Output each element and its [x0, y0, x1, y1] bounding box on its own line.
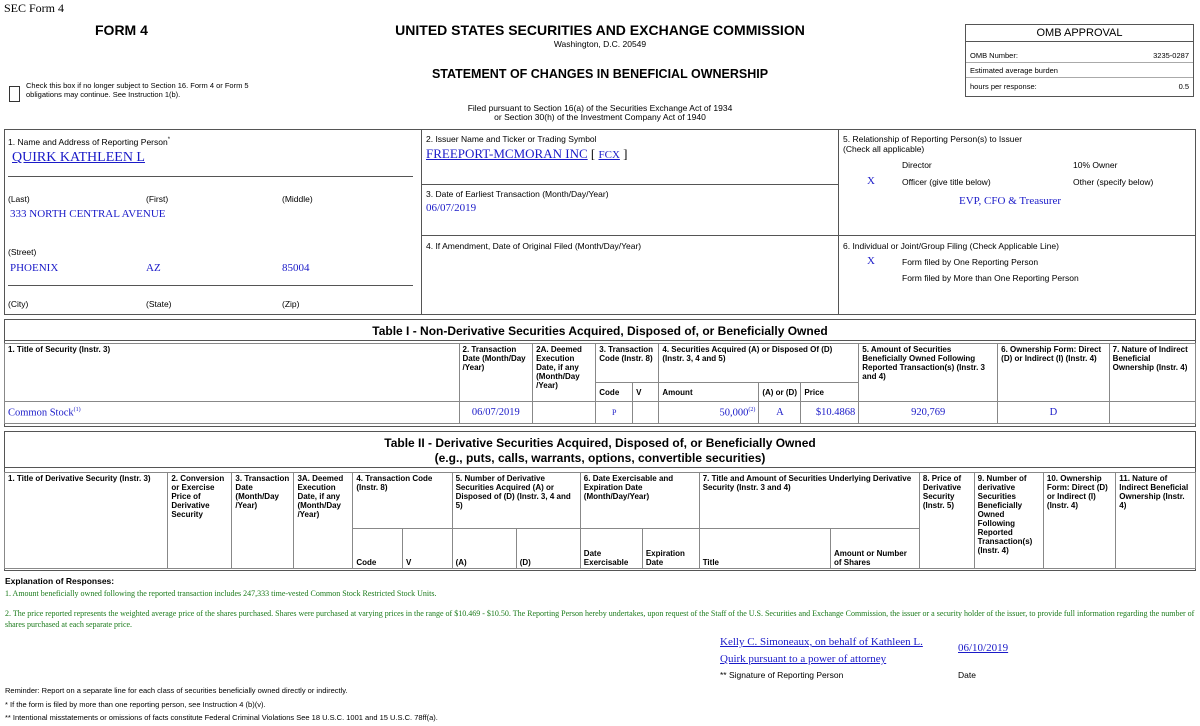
section16-checkbox-text: Check this box if no longer subject to Section 16. Form 4 or Form 5 obligations may continue. See Instruction 1(b).	[26, 81, 249, 99]
table2-subtitle: (e.g., puts, calls, warrants, options, convertible securities)	[434, 451, 766, 465]
t1-h5: 5. Amount of Securities Beneficially Owned Following Reported Transaction(s) (Instr. 3 and 4)	[859, 344, 998, 402]
t2-h9: 9. Number of derivative Securities Beneficially Owned Following Reported Transaction(s) (Instr. 4)	[974, 473, 1043, 569]
officer-check-mark: X	[867, 175, 875, 187]
reporting-person-name-link[interactable]: QUIRK KATHLEEN L	[12, 150, 145, 165]
date-label: Date	[958, 670, 976, 680]
t2-h3: 3. Transaction Date (Month/Day /Year)	[232, 473, 294, 569]
t2-code-header: Code	[353, 529, 403, 569]
t2-h8: 8. Price of Derivative Security (Instr. 5)	[919, 473, 974, 569]
t1-code-header: Code	[596, 383, 633, 402]
ten-pct-owner-label: 10% Owner	[1073, 160, 1118, 170]
t1-row-date: 06/07/2019	[459, 402, 533, 424]
t2-date-ex-header: Date Exercisable	[580, 529, 642, 569]
city-label: (City)	[8, 299, 29, 309]
signature-label: ** Signature of Reporting Person	[720, 670, 844, 680]
table2	[4, 472, 1196, 569]
agency-title: UNITED STATES SECURITIES AND EXCHANGE COMMISSION	[395, 22, 805, 38]
t2-h11: 11. Nature of Indirect Beneficial Ownership (Instr. 4)	[1116, 473, 1196, 569]
t1-h4: 4. Securities Acquired (A) or Disposed Of (D) (Instr. 3, 4 and 5)	[659, 344, 859, 383]
filed-pursuant-1: Filed pursuant to Section 16(a) of the Securities Exchange Act of 1934	[467, 103, 733, 113]
t1-v-header: V	[633, 383, 659, 402]
t2-amt-header: Amount or Number of Shares	[830, 529, 919, 569]
section16-checkbox[interactable]	[9, 86, 20, 102]
box6-label: 6. Individual or Joint/Group Filing (Check Applicable Line)	[843, 241, 1059, 251]
signature-line-1[interactable]: Kelly C. Simoneaux, on behalf of Kathleen L.	[720, 636, 923, 648]
sec-form-label: SEC Form 4	[4, 1, 65, 15]
footnote-2: 2. The price reported represents the weighted average price of the shares purchased. Shares were purchased at varying prices in the range of $10.469 - $10.50. The Reporting Person hereby undertakes, upon request of the Staff of the U.S. Securities and Exchange Commission, the issuer or a security holder of the issuer, to provide full information regarding the number of shares purchased at each separate price.	[5, 609, 1195, 629]
box2-label: 2. Issuer Name and Ticker or Trading Symbol	[426, 134, 597, 144]
t1-h6: 6. Ownership Form: Direct (D) or Indirect (I) (Instr. 4)	[998, 344, 1110, 402]
director-label: Director	[902, 160, 932, 170]
earliest-transaction-date: 06/07/2019	[426, 202, 477, 214]
form-title: FORM 4	[95, 22, 148, 38]
signature-date: 06/10/2019	[958, 642, 1009, 654]
t1-h2: 2. Transaction Date (Month/Day /Year)	[459, 344, 533, 402]
table1-title: Table I - Non-Derivative Securities Acquired, Disposed of, or Beneficially Owned	[372, 324, 828, 338]
t1-row-nature	[1109, 402, 1195, 424]
t1-row-form: D	[998, 402, 1110, 424]
t2-h3a: 3A. Deemed Execution Date, if any (Month/Day /Year)	[294, 473, 353, 569]
omb-number-value: 3235-0287	[1153, 51, 1189, 60]
reminder-3: ** Intentional misstatements or omissions of facts constitute Federal Criminal Violations See 18 U.S.C. 1001 and 15 U.S.C. 78ff(a).	[5, 713, 438, 722]
first-label: (First)	[146, 194, 169, 204]
t1-h7: 7. Nature of Indirect Beneficial Ownership (Instr. 4)	[1109, 344, 1195, 402]
state-label: (State)	[146, 299, 172, 309]
t1-amount-header: Amount	[659, 383, 759, 402]
table2-title: Table II - Derivative Securities Acquired, Disposed of, or Beneficially Owned	[384, 436, 816, 450]
box5-sub: (Check all applicable)	[843, 144, 925, 154]
agency-location: Washington, D.C. 20549	[553, 39, 647, 49]
street-address: 333 NORTH CENTRAL AVENUE	[10, 208, 166, 220]
zip-label: (Zip)	[282, 299, 300, 309]
reminder-1: Reminder: Report on a separate line for each class of securities beneficially owned directly or indirectly.	[5, 686, 348, 695]
t2-v-header: V	[402, 529, 452, 569]
t2-h1: 1. Title of Derivative Security (Instr. 3)	[5, 473, 168, 569]
t2-h2: 2. Conversion or Exercise Price of Derivative Security	[168, 473, 232, 569]
officer-title: EVP, CFO & Treasurer	[959, 195, 1062, 207]
omb-hours-value: 0.5	[1178, 82, 1189, 91]
t1-row-price: $10.4868	[801, 402, 859, 424]
t2-h6: 6. Date Exercisable and Expiration Date (Month/Day/Year)	[580, 473, 699, 529]
other-label: Other (specify below)	[1073, 177, 1154, 187]
signature-line-2[interactable]: Quirk pursuant to a power of attorney	[720, 653, 887, 665]
middle-label: (Middle)	[282, 194, 313, 204]
last-label: (Last)	[8, 194, 30, 204]
t2-exp-header: Expiration Date	[642, 529, 699, 569]
ticker-link[interactable]: FCX	[598, 149, 620, 161]
street-label: (Street)	[8, 247, 37, 257]
t1-row-amount: 50,000$^{(2)}$	[659, 402, 759, 424]
omb-number-label: OMB Number:	[970, 51, 1018, 60]
box1-label: 1. Name and Address of Reporting Person*	[8, 137, 171, 147]
statement-title: STATEMENT OF CHANGES IN BENEFICIAL OWNERSHIP	[431, 67, 769, 81]
omb-title: OMB APPROVAL	[966, 25, 1193, 42]
t1-row-code: P	[596, 402, 633, 424]
city-value: PHOENIX	[10, 262, 59, 274]
filed-pursuant-2: or Section 30(h) of the Investment Company Act of 1940	[494, 112, 706, 122]
t2-d-header: (D)	[516, 529, 580, 569]
state-value: AZ	[146, 262, 161, 274]
t1-aord-header: (A) or (D)	[759, 383, 801, 402]
table-row	[5, 402, 1196, 424]
box4-label: 4. If Amendment, Date of Original Filed (Month/Day/Year)	[426, 241, 642, 251]
t1-row-aord: A	[759, 402, 801, 424]
issuer-line: FREEPORT-MCMORAN INC [ FCX ]	[426, 146, 628, 161]
filing-more-label: Form filed by More than One Reporting Person	[902, 273, 1079, 283]
t2-h4: 4. Transaction Code (Instr. 8)	[353, 473, 452, 529]
omb-burden-label: Estimated average burden	[970, 66, 1058, 75]
footnote-1: 1. Amount beneficially owned following the reported transaction includes 247,333 time-vested Common Stock Restricted Stock Units.	[5, 589, 437, 598]
t1-h2a: 2A. Deemed Execution Date, if any (Month/Day /Year)	[533, 344, 596, 402]
t1-h1: 1. Title of Security (Instr. 3)	[5, 344, 460, 402]
t2-h10: 10. Ownership Form: Direct (D) or Indirect (I) (Instr. 4)	[1043, 473, 1115, 569]
officer-label: Officer (give title below)	[902, 177, 991, 187]
t2-h7: 7. Title and Amount of Securities Underlying Derivative Security (Instr. 3 and 4)	[699, 473, 919, 529]
box3-label: 3. Date of Earliest Transaction (Month/Day/Year)	[426, 189, 609, 199]
explanation-heading: Explanation of Responses:	[5, 576, 115, 586]
t1-price-header: Price	[801, 383, 859, 402]
t2-title-header: Title	[699, 529, 830, 569]
t2-a-header: (A)	[452, 529, 516, 569]
omb-hours-label: hours per response:	[970, 82, 1037, 91]
reminder-2: * If the form is filed by more than one reporting person, see Instruction 4 (b)(v).	[5, 700, 266, 709]
t1-row-v	[633, 402, 659, 424]
t1-h3: 3. Transaction Code (Instr. 8)	[596, 344, 659, 383]
t1-row-title: Common Stock$^{(1)}$	[5, 402, 460, 424]
omb-approval-box	[965, 24, 1194, 97]
issuer-name-link[interactable]: FREEPORT-MCMORAN INC	[426, 146, 588, 161]
zip-value: 85004	[282, 262, 310, 274]
box5-label: 5. Relationship of Reporting Person(s) to Issuer	[843, 134, 1023, 144]
table1	[4, 343, 1196, 424]
filing-one-label: Form filed by One Reporting Person	[902, 257, 1039, 267]
t1-row-deemed	[533, 402, 596, 424]
t2-h5: 5. Number of Derivative Securities Acquired (A) or Disposed of (D) (Instr. 3, 4 and 5)	[452, 473, 580, 529]
filing-check-mark: X	[867, 255, 875, 267]
t1-row-owned: 920,769	[859, 402, 998, 424]
